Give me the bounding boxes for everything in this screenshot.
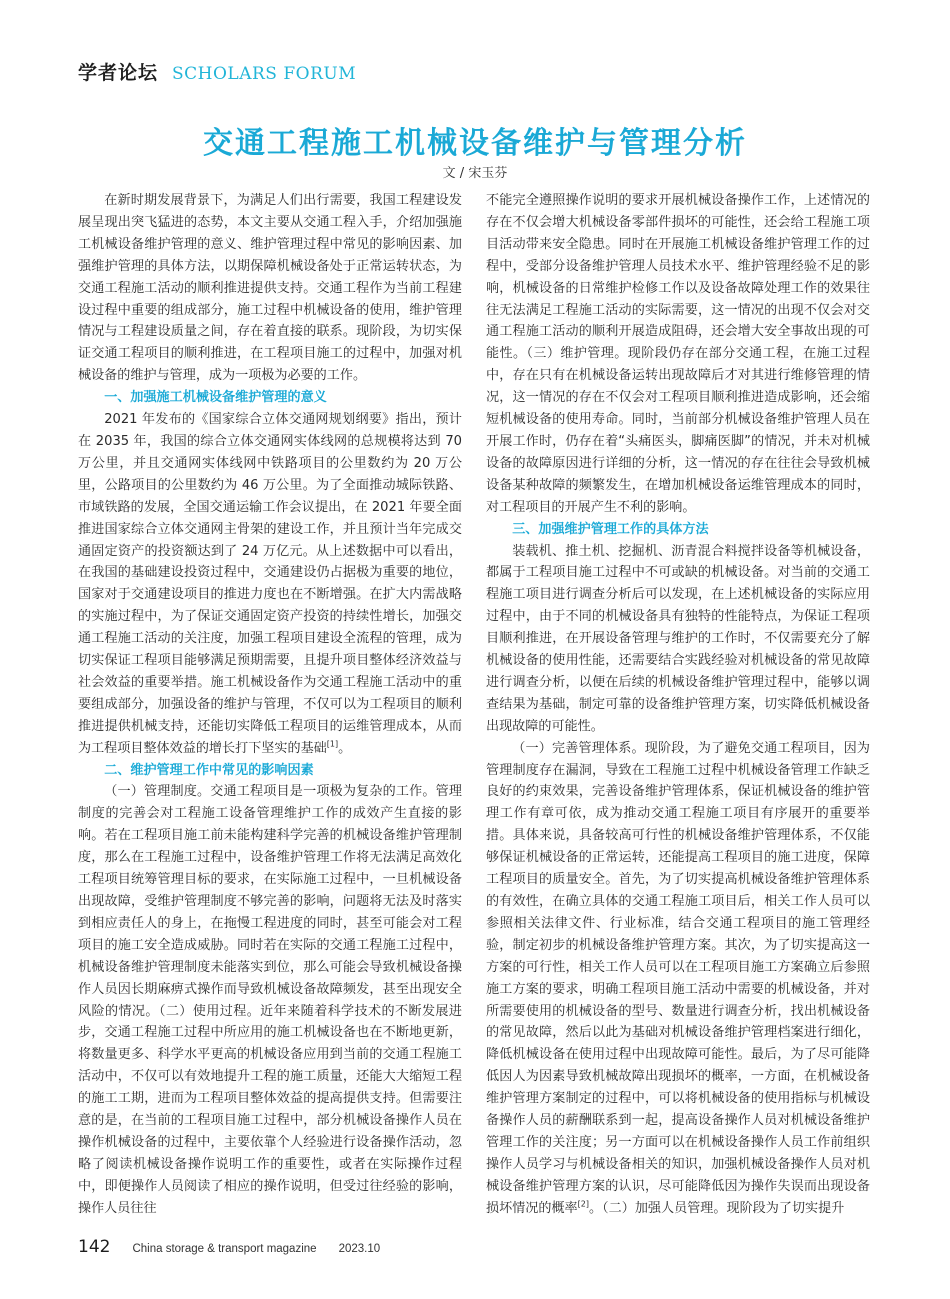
citation-ref: [2] xyxy=(577,1199,589,1209)
section-heading-2: 二、维护管理工作中常见的影响因素 xyxy=(104,762,314,778)
column-name-cn: 学者论坛 xyxy=(78,62,159,84)
section-1-paragraph xyxy=(78,409,462,760)
section-heading-1: 一、加强施工机械设备维护管理的意义 xyxy=(104,390,327,406)
article-author: 文 / 宋玉芬 xyxy=(442,166,508,181)
section-1-text: 2021 年发布的《国家综合立体交通网规划纲要》指出，预计在 2035 年，我国的综合立体交通网实体线网的总规模将达到 70 万公里，并且交通网实体线网中铁路项目的公里数约为 20 万公里，公路项目的公里数约为 46 万公里。为了全面推动城际铁路、市域铁路的发展，全国交通运输工作会议提出，在 2021 年要全面推进国家综合立体交通网主骨架的建设工作，并且预计当年完成交通固定资产的投资额达到了 24 万亿元。从上述数据中可以看出，在我国的基础建设投资过程中，交通建设仍占据极为重要的地位，国家对于交通建设项目的推进力度也在不断增强。在扩大内需战略的实施过程中，为了保证交通固定资产投资的持续性增长，加强交通工程施工活动的关注度，加强工程项目建设全流程的管理，成为切实保证工程项目能够满足预期需要，且提升项目整体经济效益与社会效益的重要举措。施工机械设备作为交通工程施工活动中的重要组成部分，加强设备的维护与管理，不仅可以为工程项目的顺利推进提供机械支持，还能切实降低工程项目的运维管理成本，从而为工程项目整体效益的增长打下坚实的基础 xyxy=(78,412,462,756)
right-column xyxy=(486,190,870,1220)
section-heading-3: 三、加强维护管理工作的具体方法 xyxy=(512,521,709,537)
issue-date: 2023.10 xyxy=(338,1243,381,1255)
article-title: 交通工程施工机械设备维护与管理分析 xyxy=(203,126,747,161)
page-footer xyxy=(78,1237,380,1257)
citation-ref: [1] xyxy=(326,739,339,749)
page-number: 142 xyxy=(78,1237,111,1257)
column-header xyxy=(78,58,356,85)
magazine-name: China storage & transport magazine xyxy=(132,1243,317,1255)
section-3-text: （一）完善管理体系。现阶段，为了避免交通工程项目，因为管理制度存在漏洞，导致在工程施工过程中机械设备管理工作缺乏良好的约束效果，完善设备维护管理体系，保证机械设备的维护管理工作有章可依，成为推动交通工程施工项目有序展开的重要举措。具体来说，具备较高可行性的机械设备维护管理体系，不仅能够保证机械设备的正常运转，还能提高工程项目的施工进度，保障工程项目的质量安全。首先，为了切实提高机械设备维护管理体系的有效性，在确立具体的交通工程施工项目后，相关工作人员可以参照相关法律文件、行业标准，结合交通工程项目的施工管理经验，制定初步的机械设备维护管理方案。其次，为了切实提高这一方案的可行性，相关工作人员可以在工程项目施工方案确立后参照施工方案的要求，明确工程项目施工活动中需要的机械设备，并对所需要使用的机械设备的型号、数量进行调查分析，找出机械设备的常见故障，然后以此为基础对机械设备维护管理档案进行细化，降低机械设备在使用过程中出现故障可能性。最后，为了尽可能降低因人为因素导致机械故障出现损坏的概率，一方面，在机械设备维护管理方案制定的过程中，可以将机械设备的使用指标与机械设备操作人员的薪酬联系到一起，提高设备操作人员对机械设备维护管理工作的关注度；另一方面可以在机械设备操作人员工作前组织操作人员学习与机械设备相关的知识，加强机械设备操作人员对机械设备维护管理方案的认识，尽可能降低因为操作失误而出现设备损坏情况的概率 xyxy=(486,740,870,1216)
section-2-continued: 不能完全遵照操作说明的要求开展机械设备操作工作，上述情况的存在不仅会增大机械设备零部件损坏的可能性，还会给工程施工项目活动带来安全隐患。同时在开展施工机械设备维护管理工作的过程中，受部分设备维护管理人员技术水平、维护管理经验不足的影响，机械设备的日常维护检修工作以及设备故障处理工作的效果往往无法满足工程施工活动的实际需要，这一情况的出现不仅会对交通工程施工活动的顺利开展造成阻碍，还会增大安全事故出现的可能性。（三）维护管理。现阶段仍存在部分交通工程，在施工过程中，存在只有在机械设备运转出现故障后才对其进行维修管理的情况，这一情况的存在不仅会对工程项目顺利推进造成影响，还会缩短机械设备的使用寿命。同时，当前部分机械设备维护管理人员在开展工作时，仍存在着“头痛医头，脚痛医脚”的情况，并未对机械设备的故障原因进行详细的分析，这一情况的存在往往会导致机械设备某种故障的频繁发生，在增加机械设备运维管理成本的同时，对工程项目的开展产生不利的影响。 xyxy=(486,193,870,515)
left-column xyxy=(78,190,462,1220)
section-3-text-end: 。（二）加强人员管理。现阶段为了切实提升 xyxy=(589,1200,845,1216)
section-3-paragraph-2 xyxy=(486,738,870,1220)
section-2-paragraph: （一）管理制度。交通工程项目是一项极为复杂的工作。管理制度的完善会对工程施工设备管理维护工作的成效产生直接的影响。若在工程项目施工前未能构建科学完善的机械设备维护管理制度，那么在工程施工过程中，设备维护管理工作将无法满足高效化工程项目统筹管理目标的要求，在实际施工过程中，一旦机械设备出现故障，受维护管理制度不够完善的影响，问题将无法及时落实到相应责任人的身上，在拖慢工程进度的同时，甚至可能会对工程项目的施工安全造成威胁。同时若在实际的交通工程施工过程中，机械设备维护管理制度未能落实到位，那么可能会导致机械设备操作人员因长期麻痹式操作而导致机械设备故障频发，甚至出现安全风险的情况。（二）使用过程。近年来随着科学技术的不断发展进步，交通工程施工过程中所应用的施工机械设备也在不断地更新，将数量更多、科学水平更高的机械设备应用到当前的交通工程施工活动中，不仅可以有效地提升工程的施工质量，还能大大缩短工程的施工工期，进而为工程项目整体效益的提高提供支持。但需要注意的是，在当前的工程项目施工过程中，部分机械设备操作人员在操作机械设备的过程中，主要依靠个人经验进行设备操作活动，忽略了阅读机械设备操作说明工作的重要性，或者在实际操作过程中，即便操作人员阅读了相应的操作说明，但受过往经验的影响，操作人员往往 xyxy=(78,784,462,1216)
section-3-paragraph-1: 装载机、推土机、挖掘机、沥青混合料搅拌设备等机械设备，都属于工程项目施工过程中不可或缺的机械设备。对当前的交通工程施工项目进行调查分析后可以发现，在上述机械设备的实际应用过程中，由于不同的机械设备具有独特的性能特点，为保证工程项目顺利推进，在开展设备管理与维护的工作时，不仅需要充分了解机械设备的使用性能，还需要结合实践经验对机械设备的常见故障进行调查分析，以便在后续的机械设备维护管理过程中，能够以调查结果为基础，制定可靠的设备维护管理方案，切实降低机械设备出现故障的可能性。 xyxy=(486,543,870,734)
sentence-end: 。 xyxy=(338,740,352,756)
intro-paragraph: 在新时期发展背景下，为满足人们出行需要，我国工程建设发展呈现出突飞猛进的态势，本文主要从交通工程入手，介绍加强施工机械设备维护管理的意义、维护管理过程中常见的影响因素、加强维护管理的具体方法，以期保障机械设备处于正常运转状态，为交通工程施工活动的顺利推进提供支持。交通工程作为当前工程建设过程中重要的组成部分，施工过程中机械设备的使用，维护管理情况与工程建设质量之间，存在着直接的联系。现阶段，为切实保证交通工程项目的顺利推进，在工程项目施工的过程中，加强对机械设备的维护与管理，成为一项极为必要的工作。 xyxy=(78,193,462,384)
column-name-en: SCHOLARS FORUM xyxy=(172,64,357,84)
